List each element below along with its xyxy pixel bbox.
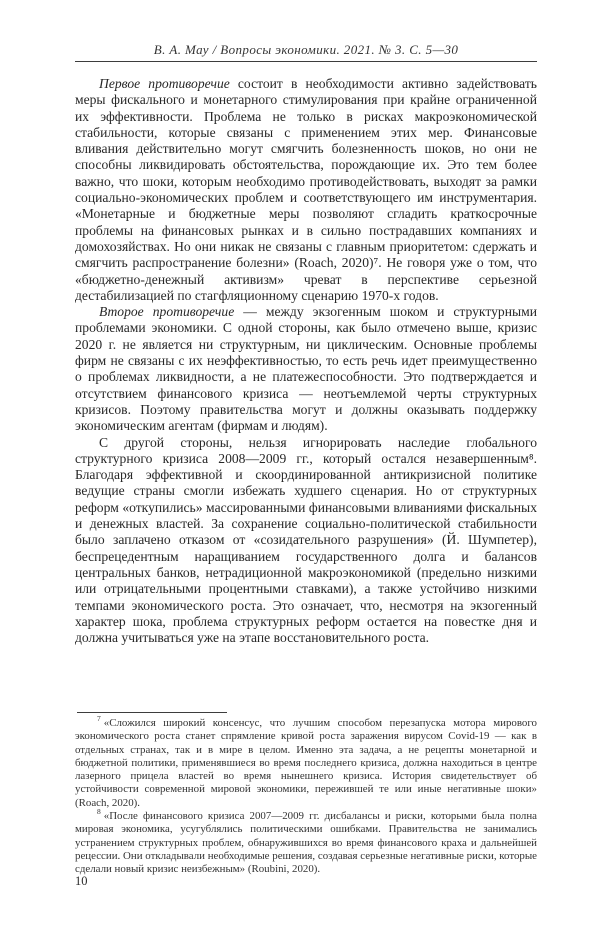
footnote-divider xyxy=(77,712,227,713)
paragraph-other-side xyxy=(75,435,537,647)
paragraph-text: состоит в необходимости активно задействовать меры фискального и монетарного стимулирования при крайне ограниченной их эффективности. Проблема не только в рисках макроэкономической стабильности, которые связаны с применением этих мер. Финансовые вливания действительно могут смягчить болезненность шоков, но они не способны ликвидировать обстоятельства, порождающие их. Это тем более важно, что шоки, которым необходимо противодействовать, выходят за рамки социально-экономических проблем и соответствующего им инструментария. «Монетарные и бюджетные меры позволяют сгладить краткосрочные проблемы на финансовых рынках и в сильно пострадавших компаниях и домохозяйствах. Но они никак не связаны с главным приоритетом: сдержать и смягчить распространение болезни» (Roach, 2020)⁷. Не говоря уже о том, что «бюджетно-денежный активизм» чреват в перспективе серьезной дестабилизацией по стагфляционному сценарию 1970-х годов. xyxy=(75,76,538,303)
running-head: В. А. Мау / Вопросы экономики. 2021. № 3. С. 5—30 xyxy=(153,42,459,57)
footnote-text: «Сложился широкий консенсус, что лучшим способом перезапуска мотора мирового экономического роста станет спрямление кривой роста заражения вирусом Covid-19 — как в отдельных странах, так и в мире в целом. Именно эта задача, а не рецепты монетарной и бюджетной политики, применявшиеся во время последнего кризиса, должна находиться в центре лазерного прицела властей во время нынешнего кризиса. История свидетельствует об устойчивости современной мировой экономики, пережившей те или иные негативные шоки» (Roach, 2020). xyxy=(75,717,537,809)
paragraph-second-contradiction xyxy=(75,304,537,434)
header-divider xyxy=(75,61,537,62)
page-number: 10 xyxy=(75,874,88,888)
footnotes-block xyxy=(75,714,537,877)
paragraph-lead-italic: Второе противоречие xyxy=(99,304,235,320)
paragraph-first-contradiction xyxy=(75,76,537,304)
paragraph-text: С другой стороны, нельзя игнорировать наследие глобального структурного кризиса 2008—2009 гг., который остался незавершенным⁸. Благодаря эффективной и скоординированной антикризисной политике ведущие страны смогли избежать худшего сценария. Но от структурных реформ «откупились» массированными финансовыми вливаниями фискальных и денежных властей. За сохранение социально-политической стабильности было заплачено отказом от «созидательного разрушения» (Й. Шумпетер), беспрецедентным наращиванием государственного долга и балансов центральных банков, нетрадиционной макроэкономикой (предельно низкими или отрицательными процентными ставками), а также устойчиво низкими темпами экономического роста. Это означает, что, несмотря на экзогенный характер шока, проблема структурных реформ остается на повестке дня и должна учитываться уже на этапе восстановительного роста. xyxy=(75,434,537,646)
footnote-8 xyxy=(75,807,537,876)
footnote-marker: 8 xyxy=(97,807,101,817)
footnote-text: «После финансового кризиса 2007—2009 гг. дисбалансы и риски, которыми была полна мировая экономика, усугублялись политическими ошибками. Правительства не занимались устранением структурных проблем, обнаружившихся во время финансового краха и дальнейшей рецессии. Они откладывали необходимые решения, создавая серьезные негативные риски, которые сделали новый кризис неизбежным» (Roubini, 2020). xyxy=(75,810,537,876)
paragraph-text: — между экзогенным шоком и структурными проблемами экономики. С одной стороны, как было отмечено выше, кризис 2020 г. не является ни структурным, ни циклическим. Основные проблемы фирм не связаны с их неэффективностью, то есть речь идет преимущественно о проблемах ликвидности, а не платежеспособности. Это подтверждается и отсутствием финансового кризиса — неотъемлемой черты структурных кризисов. Поэтому правительства могут и должны оказывать поддержку экономическим агентам (фирмам и людям). xyxy=(75,304,537,434)
footnote-7 xyxy=(75,714,537,810)
article-body xyxy=(75,76,537,646)
footnote-marker: 7 xyxy=(97,714,101,724)
paragraph-lead-italic: Первое противоречие xyxy=(99,76,230,91)
